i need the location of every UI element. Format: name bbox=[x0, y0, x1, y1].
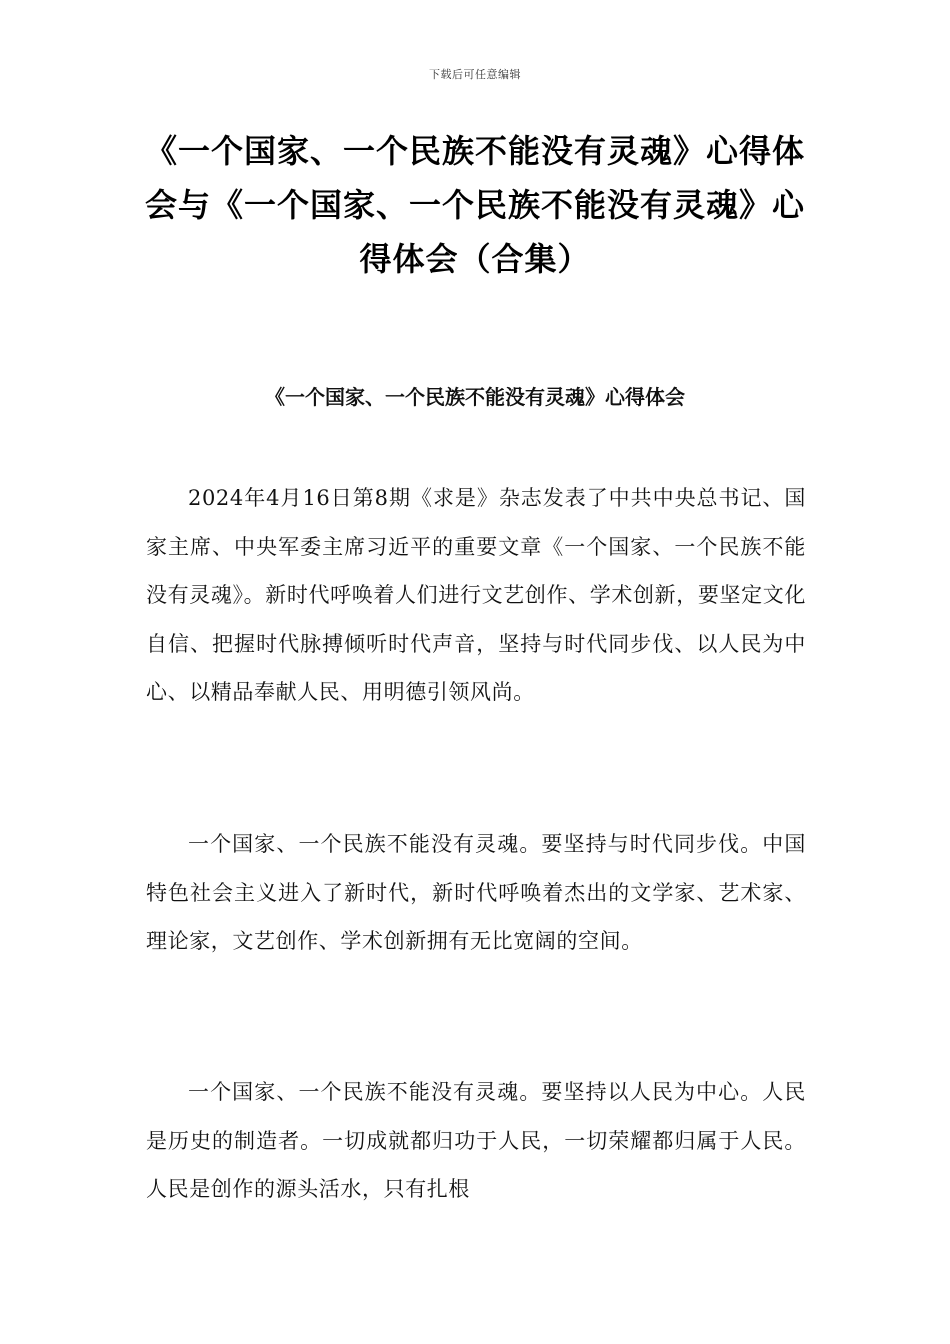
document-title: 《一个国家、一个民族不能没有灵魂》心得体会与《一个国家、一个民族不能没有灵魂》心得体会（合集） bbox=[144, 132, 805, 278]
section-title: 《一个国家、一个民族不能没有灵魂》心得体会 bbox=[265, 385, 685, 409]
paragraph-2: 一个国家、一个民族不能没有灵魂。要坚持与时代同步伐。中国特色社会主义进入了新时代，新时代呼唤着杰出的文学家、艺术家、理论家，文艺创作、学术创新拥有无比宽阔的空间。 bbox=[146, 832, 806, 953]
paragraph-1: 2024年4月16日第8期《求是》杂志发表了中共中央总书记、国家主席、中央军委主席习近平的重要文章《一个国家、一个民族不能没有灵魂》。新时代呼唤着人们进行文艺创作、学术创新，要坚定文化自信、把握时代脉搏倾听时代声音，坚持与时代同步伐、以人民为中心、以精品奉献人民、用明德引领风尚。 bbox=[146, 486, 806, 704]
header-note: 下载后可任意编辑 bbox=[429, 68, 521, 81]
paragraph-3: 一个国家、一个民族不能没有灵魂。要坚持以人民为中心。人民是历史的制造者。一切成就都归功于人民，一切荣耀都归属于人民。人民是创作的源头活水，只有扎根 bbox=[146, 1080, 806, 1201]
